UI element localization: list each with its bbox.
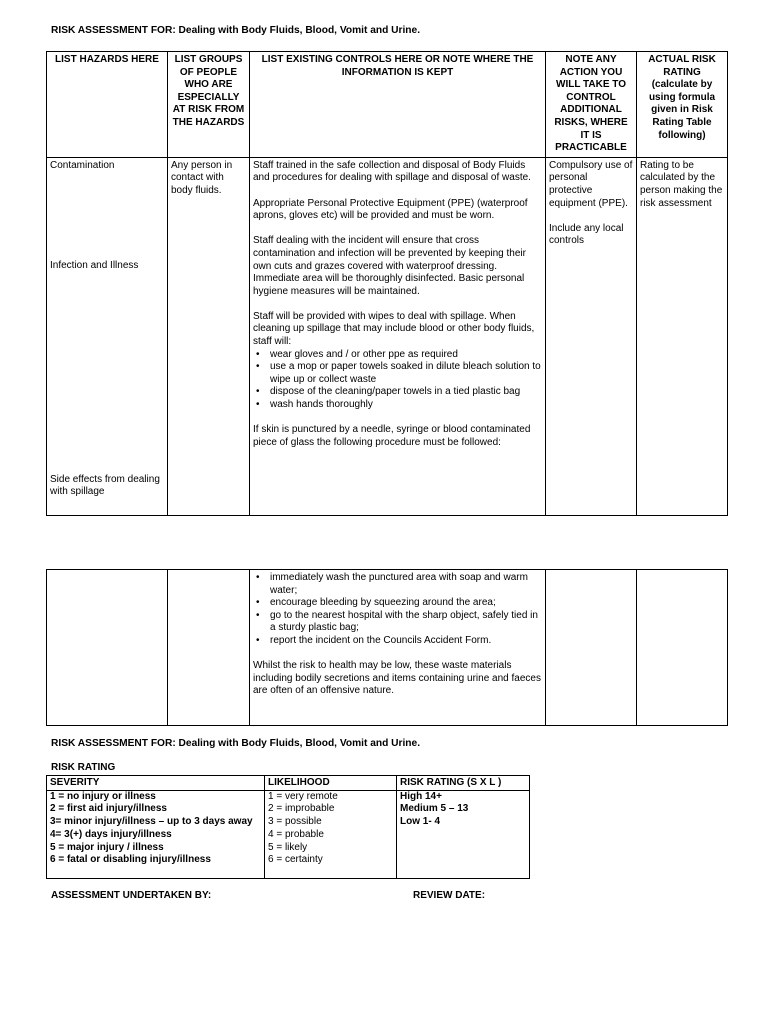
controls-paragraph: Staff will be provided with wipes to deal with spillage. When cleaning up spillage that may include blood or other body fluids, staff will: xyxy=(253,310,535,348)
likelihood-item: 2 = improbable xyxy=(268,803,335,815)
rating-band: Medium 5 – 13 xyxy=(400,803,469,815)
risk-rating-label: RISK RATING xyxy=(51,762,116,773)
header-groups: LIST GROUPS OF PEOPLE WHO ARE ESPECIALLY AT RISK FROM THE HAZARDS xyxy=(168,52,250,158)
actions-paragraph: Compulsory use of personal protective equipment (PPE). xyxy=(549,159,633,209)
section-title: RISK ASSESSMENT FOR: Dealing with Body Fluids, Blood, Vomit and Urine. xyxy=(51,738,421,749)
controls-cell xyxy=(250,570,546,726)
rating-cell: Rating to be calculated by the person making the risk assessment xyxy=(637,157,728,515)
severity-item: 3= minor injury/illness – up to 3 days away xyxy=(50,816,253,828)
list-item: • report the incident on the Councils Accident Form. xyxy=(270,635,542,648)
hazard-item: Contamination xyxy=(50,159,115,171)
risk-rating-table xyxy=(46,775,530,879)
table-row xyxy=(47,157,728,515)
hazards-cell xyxy=(47,157,168,515)
rating-band: Low 1- 4 xyxy=(400,816,441,828)
severity-item: 1 = no injury or illness xyxy=(50,790,156,802)
header-row xyxy=(47,776,530,791)
list-item: • wash hands thoroughly xyxy=(270,399,542,412)
hazard-item: Side effects from dealing with spillage xyxy=(50,473,160,498)
severity-cell xyxy=(47,790,265,878)
header-likelihood: LIKELIHOOD xyxy=(265,776,397,791)
list-item: • immediately wash the punctured area with soap and warm water; xyxy=(270,572,542,597)
hazards-cell xyxy=(47,570,168,726)
rating-bands-cell xyxy=(397,790,530,878)
review-date-label: REVIEW DATE: xyxy=(413,890,486,901)
likelihood-item: 5 = likely xyxy=(268,841,308,853)
actions-paragraph: Include any local controls xyxy=(549,222,624,247)
controls-paragraph: Staff trained in the safe collection and disposal of Body Fluids and procedures for dealing with spillage and disposal of waste. xyxy=(253,159,531,184)
header-actions: NOTE ANY ACTION YOU WILL TAKE TO CONTROL ADDITIONAL RISKS, WHERE IT IS PRACTICABLE xyxy=(546,52,637,158)
likelihood-item: 6 = certainty xyxy=(268,854,323,866)
list-item: • use a mop or paper towels soaked in dilute bleach solution to wipe up or collect waste xyxy=(270,361,542,386)
controls-paragraph: Immediate area will be thoroughly disinfected. Basic personal hygiene measures will be maintained. xyxy=(253,273,525,297)
controls-paragraph: Whilst the risk to health may be low, these waste materials including bodily secretions and items containing urine and faeces are often of an offensive nature. xyxy=(253,660,541,697)
controls-paragraph: If skin is punctured by a needle, syringe or blood contaminated piece of glass the following procedure must be followed: xyxy=(253,424,531,448)
header-severity: SEVERITY xyxy=(47,776,265,791)
assessment-undertaken-label: ASSESSMENT UNDERTAKEN BY: xyxy=(51,890,212,901)
groups-cell: Any person in contact with body fluids. xyxy=(168,157,250,515)
header-risk-rating: RISK RATING (S X L ) xyxy=(397,776,530,791)
groups-cell xyxy=(168,570,250,726)
risk-assessment-table xyxy=(46,51,728,516)
controls-paragraph: Appropriate Personal Protective Equipment (PPE) (waterproof aprons, gloves etc) will be provided and must be worn. xyxy=(253,197,528,222)
hazard-item: Infection and Illness xyxy=(50,259,139,271)
actions-cell xyxy=(546,157,637,515)
procedure-bullet-list xyxy=(253,572,542,648)
severity-item: 6 = fatal or disabling injury/illness xyxy=(50,854,211,866)
controls-cell xyxy=(250,157,546,515)
severity-item: 5 = major injury / illness xyxy=(50,841,164,853)
likelihood-item: 4 = probable xyxy=(268,828,324,840)
header-row xyxy=(47,52,728,158)
table-row xyxy=(47,570,728,726)
actions-cell xyxy=(546,570,637,726)
severity-item: 4= 3(+) days injury/illness xyxy=(50,828,172,840)
list-item: • dispose of the cleaning/paper towels in a tied plastic bag xyxy=(270,386,542,399)
controls-paragraph: Staff dealing with the incident will ensure that cross contamination and infection will be prevented by keeping their own cuts and grazes covered with waterproof dressing. xyxy=(253,235,526,272)
header-rating: ACTUAL RISK RATING (calculate by using formula given in Risk Rating Table following) xyxy=(637,52,728,158)
continuation-table xyxy=(46,569,728,726)
likelihood-cell xyxy=(265,790,397,878)
likelihood-item: 3 = possible xyxy=(268,816,322,828)
controls-bullet-list xyxy=(253,349,542,412)
table-row xyxy=(47,790,530,878)
likelihood-item: 1 = very remote xyxy=(268,790,338,802)
header-hazards: LIST HAZARDS HERE xyxy=(47,52,168,158)
rating-band: High 14+ xyxy=(400,790,442,802)
list-item: • go to the nearest hospital with the sharp object, safely tied in a sturdy plastic bag; xyxy=(270,610,542,635)
document-title: RISK ASSESSMENT FOR: Dealing with Body Fluids, Blood, Vomit and Urine. xyxy=(51,25,421,36)
severity-item: 2 = first aid injury/illness xyxy=(50,803,167,815)
rating-cell xyxy=(637,570,728,726)
list-item: • encourage bleeding by squeezing around the area; xyxy=(270,597,542,610)
header-controls: LIST EXISTING CONTROLS HERE OR NOTE WHERE THE INFORMATION IS KEPT xyxy=(250,52,546,158)
list-item: • wear gloves and / or other ppe as required xyxy=(270,349,542,362)
